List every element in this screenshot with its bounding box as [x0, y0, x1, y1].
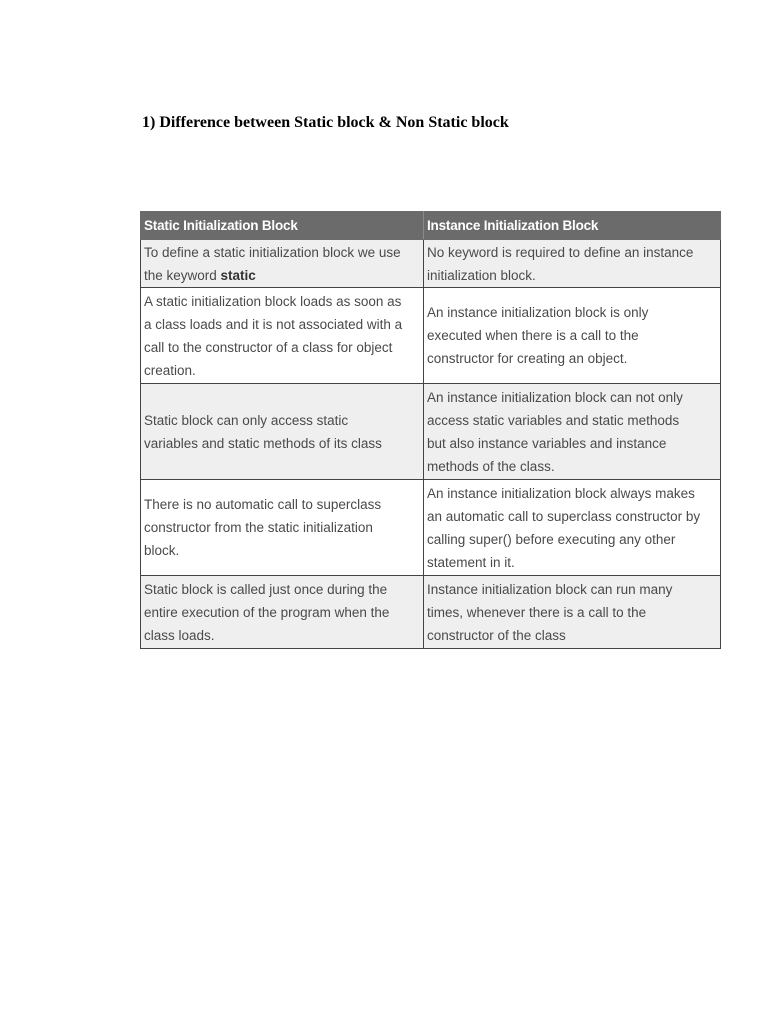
static-cell — [141, 288, 424, 384]
table-row — [141, 480, 721, 576]
instance-cell — [424, 384, 721, 480]
cell-text-line: but also instance variables and instance — [427, 435, 667, 451]
static-cell — [141, 384, 424, 480]
table-header-row — [141, 212, 721, 240]
cell-text-line: access static variables and static methods — [427, 412, 680, 428]
cell-text-line: an automatic call to superclass constructor by — [427, 508, 701, 524]
instance-cell — [424, 576, 721, 649]
keyword-static: static — [220, 267, 256, 283]
table-row — [141, 576, 721, 649]
cell-text-line: call to the constructor of a class for object — [144, 339, 393, 355]
cell-text-line: Static block can only access static — [144, 412, 349, 428]
static-cell — [141, 576, 424, 649]
cell-text-line: An instance initialization block can not only — [427, 389, 683, 405]
cell-text-line: initialization block. — [427, 267, 536, 283]
cell-text-line: Instance initialization block can run many — [427, 581, 673, 597]
cell-text-line: times, whenever there is a call to the — [427, 604, 647, 620]
table-row — [141, 384, 721, 480]
cell-text-line: executed when there is a call to the — [427, 328, 639, 343]
instance-cell — [424, 240, 721, 288]
instance-cell — [424, 288, 721, 384]
instance-cell — [424, 480, 721, 576]
cell-text-line: No keyword is required to define an instance — [427, 244, 694, 260]
cell-text-line: statement in it. — [427, 554, 515, 570]
page-title: 1) Difference between Static block & Non Static block — [142, 114, 509, 131]
cell-text-line: block. — [144, 543, 180, 558]
cell-text-line: entire execution of the program when the — [144, 604, 390, 620]
table-row — [141, 288, 721, 384]
cell-text-line: A static initialization block loads as soon as — [144, 293, 402, 309]
static-cell — [141, 480, 424, 576]
cell-text-line: constructor of the class — [427, 627, 566, 643]
header-instance-initialization-block: Instance Initialization Block — [424, 212, 721, 240]
static-cell — [141, 240, 424, 288]
cell-text-line: An instance initialization block always makes — [427, 485, 695, 501]
comparison-table — [140, 211, 721, 649]
cell-text-line: variables and static methods of its class — [144, 435, 382, 451]
cell-text-line: Static block is called just once during the — [144, 581, 388, 597]
header-static-initialization-block: Static Initialization Block — [141, 212, 424, 240]
cell-text-fragment: the keyword — [144, 267, 221, 283]
cell-text-line: An instance initialization block is only — [427, 305, 649, 320]
table-row — [141, 240, 721, 288]
cell-text-line: constructor for creating an object. — [427, 351, 628, 366]
cell-text-line: methods of the class. — [427, 458, 555, 474]
cell-text-line: creation. — [144, 362, 196, 378]
cell-text-line: To define a static initialization block we use — [144, 244, 401, 260]
cell-text-line: constructor from the static initialization — [144, 520, 373, 535]
cell-text-line: There is no automatic call to superclass — [144, 497, 382, 512]
cell-text-line: class loads. — [144, 627, 215, 643]
cell-text-line — [144, 264, 420, 287]
cell-text-line: calling super() before executing any other — [427, 531, 676, 547]
cell-text-line: a class loads and it is not associated with a — [144, 316, 403, 332]
